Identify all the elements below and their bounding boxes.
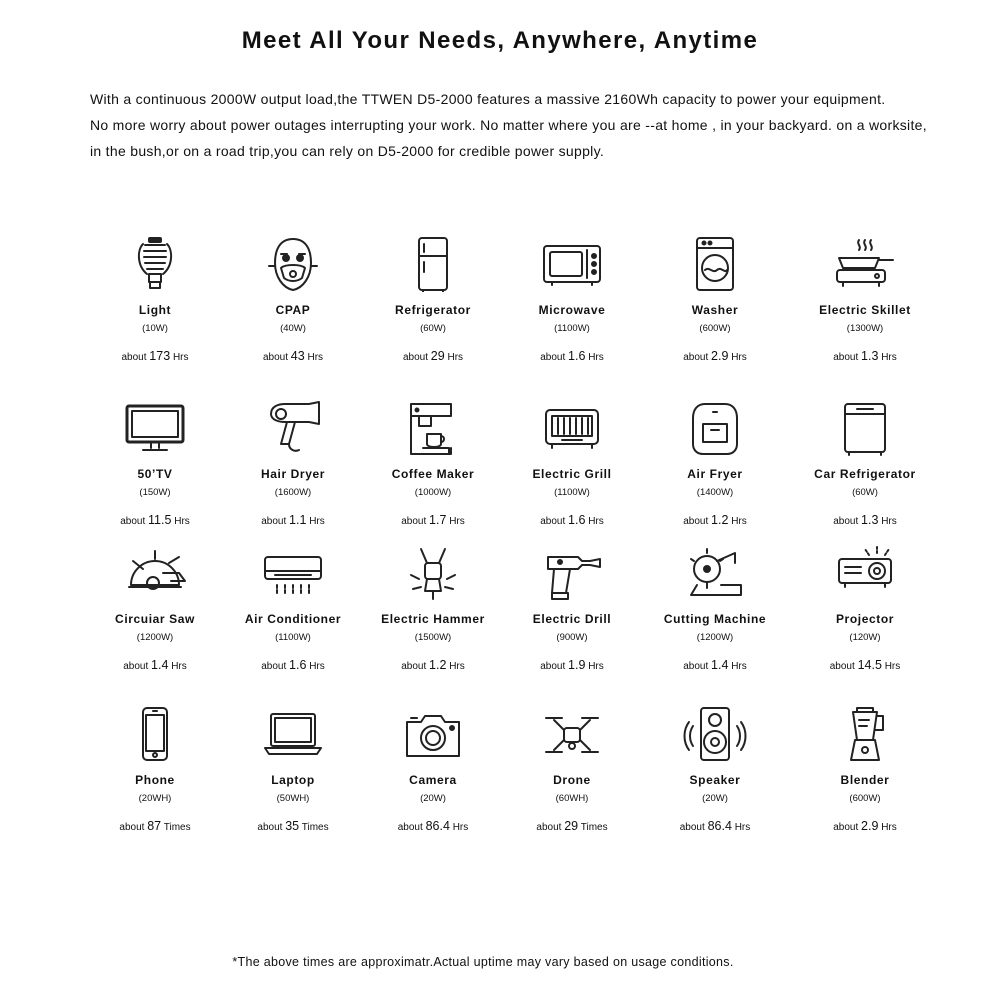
runtime-value: 2.9 (861, 819, 879, 833)
runtime-prefix: about (397, 822, 423, 833)
intro-line: in the bush,or on a road trip,you can rely on D5-2000 for credible power supply. (90, 143, 605, 159)
appliance-name: Projector (835, 612, 895, 626)
runtime-prefix: about (121, 352, 147, 363)
runtime-value: 11.5 (148, 513, 172, 527)
appliance-wattage: (60W) (420, 323, 446, 334)
runtime-prefix: about (540, 516, 566, 527)
runtime-value: 29 (430, 349, 445, 363)
runtime-value: 1.2 (429, 658, 447, 672)
appliance-card (790, 706, 940, 834)
appliance-name: Speaker (689, 773, 741, 787)
appliance-card (80, 545, 230, 673)
runtime-value: 43 (290, 349, 305, 363)
appliance-wattage: (1100W) (275, 632, 311, 643)
runtime-unit: Hrs (731, 352, 747, 363)
appliance-wattage: (60WH) (555, 793, 589, 804)
appliance-wattage: (10W) (142, 323, 168, 334)
runtime-value: 29 (564, 819, 579, 833)
appliance-name: Camera (409, 773, 457, 787)
runtime-prefix: about (123, 661, 149, 672)
runtime-estimate (80, 348, 230, 364)
appliance-card (497, 545, 647, 673)
runtime-prefix: about (679, 822, 705, 833)
runtime-estimate (218, 657, 368, 673)
appliance-name: Coffee Maker (391, 467, 475, 481)
refrigerator-icon (401, 236, 465, 292)
runtime-unit: Hrs (588, 516, 604, 527)
page-title: Meet All Your Needs, Anywhere, Anytime (241, 27, 759, 54)
runtime-estimate (640, 512, 790, 528)
runtime-estimate (80, 512, 230, 528)
runtime-unit: Hrs (449, 516, 465, 527)
projector-icon (833, 545, 897, 601)
runtime-value: 1.7 (429, 513, 447, 527)
runtime-unit: Hrs (172, 352, 189, 363)
electric-skillet-icon (833, 236, 897, 292)
runtime-prefix: about (833, 822, 859, 833)
runtime-unit: Hrs (309, 516, 325, 527)
phone-icon (123, 706, 187, 762)
appliance-card (640, 706, 790, 834)
appliance-card (218, 706, 368, 834)
runtime-unit: Hrs (449, 661, 465, 672)
appliance-card (358, 706, 508, 834)
runtime-value: 35 (285, 819, 300, 833)
appliance-name: Drone (553, 773, 591, 787)
appliance-card (790, 236, 940, 364)
appliance-name: Electric Skillet (819, 303, 911, 317)
runtime-prefix: about (262, 352, 288, 363)
appliance-wattage: (1100W) (554, 487, 590, 498)
runtime-unit: Hrs (309, 661, 325, 672)
appliance-name: Hair Dryer (260, 467, 326, 481)
runtime-unit: Times (580, 822, 608, 833)
appliance-wattage: (1000W) (414, 487, 452, 498)
coffee-maker-icon (401, 400, 465, 456)
appliance-name: Car Refrigerator (814, 467, 916, 481)
runtime-value: 1.3 (861, 513, 879, 527)
appliance-wattage: (20WH) (138, 793, 172, 804)
runtime-estimate (218, 818, 368, 834)
appliance-card (218, 545, 368, 673)
runtime-value: 86.4 (707, 819, 732, 833)
appliance-wattage: (20W) (420, 793, 446, 804)
appliance-card (218, 400, 368, 528)
runtime-estimate (790, 348, 940, 364)
appliance-name: Air Conditioner (244, 612, 342, 626)
runtime-value: 1.6 (568, 349, 586, 363)
appliance-card (640, 236, 790, 364)
runtime-estimate (497, 657, 647, 673)
appliance-wattage: (1400W) (696, 487, 734, 498)
appliance-name: Refrigerator (395, 303, 471, 317)
runtime-unit: Times (301, 822, 329, 833)
electric-drill-icon (540, 545, 604, 601)
drone-icon (540, 706, 604, 762)
appliance-card (358, 545, 508, 673)
runtime-prefix: about (261, 661, 287, 672)
runtime-estimate (218, 512, 368, 528)
appliance-wattage: (20W) (702, 793, 728, 804)
runtime-prefix: about (119, 822, 145, 833)
appliance-wattage: (60W) (852, 487, 878, 498)
appliance-card (790, 545, 940, 673)
runtime-unit: Hrs (881, 516, 897, 527)
hair-dryer-icon (261, 400, 325, 456)
appliance-name: 50’TV (137, 467, 173, 481)
appliance-card (640, 545, 790, 673)
runtime-unit: Hrs (447, 352, 464, 363)
runtime-estimate (790, 818, 940, 834)
runtime-value: 1.6 (289, 658, 307, 672)
runtime-estimate (790, 512, 940, 528)
runtime-value: 1.1 (289, 513, 307, 527)
runtime-prefix: about (540, 352, 566, 363)
runtime-unit: Hrs (731, 661, 747, 672)
runtime-unit: Hrs (884, 661, 901, 672)
appliance-card (80, 400, 230, 528)
runtime-prefix: about (829, 661, 855, 672)
runtime-unit: Hrs (588, 352, 604, 363)
electric-grill-icon (540, 400, 604, 456)
runtime-estimate (358, 657, 508, 673)
appliance-name: Blender (840, 773, 890, 787)
appliance-name: Electric Drill (532, 612, 612, 626)
electric-hammer-icon (401, 545, 465, 601)
blender-icon (833, 706, 897, 762)
runtime-prefix: about (540, 661, 566, 672)
intro-line: With a continuous 2000W output load,the TTWEN D5-2000 features a massive 2160Wh capacity to power your equipment. (90, 91, 886, 107)
appliance-name: Washer (691, 303, 739, 317)
runtime-prefix: about (402, 352, 428, 363)
runtime-prefix: about (683, 661, 709, 672)
intro-text (90, 86, 970, 164)
appliance-card (497, 706, 647, 834)
runtime-unit: Hrs (171, 661, 187, 672)
runtime-estimate (497, 348, 647, 364)
appliance-wattage: (600W) (699, 323, 731, 334)
runtime-value: 173 (149, 349, 171, 363)
runtime-unit: Times (163, 822, 191, 833)
runtime-value: 1.4 (151, 658, 169, 672)
car-refrigerator-icon (833, 400, 897, 456)
runtime-estimate (80, 818, 230, 834)
runtime-prefix: about (683, 352, 709, 363)
runtime-estimate (640, 657, 790, 673)
runtime-estimate (497, 512, 647, 528)
speaker-icon (683, 706, 747, 762)
runtime-value: 86.4 (425, 819, 450, 833)
appliance-name: Circuiar Saw (115, 612, 195, 626)
appliance-name: Laptop (271, 773, 315, 787)
runtime-prefix: about (120, 516, 146, 527)
appliance-wattage: (50WH) (276, 793, 310, 804)
camera-icon (401, 706, 465, 762)
runtime-unit: Hrs (881, 822, 897, 833)
appliance-card (218, 236, 368, 364)
runtime-prefix: about (683, 516, 709, 527)
runtime-prefix: about (401, 516, 427, 527)
appliance-wattage: (600W) (849, 793, 881, 804)
runtime-value: 14.5 (857, 658, 882, 672)
runtime-estimate (358, 818, 508, 834)
air-fryer-icon (683, 400, 747, 456)
appliance-card (790, 400, 940, 528)
runtime-estimate (358, 348, 508, 364)
appliance-wattage: (1500W) (414, 632, 452, 643)
intro-line: No more worry about power outages interrupting your work. No matter where you are --at home , in your backyard. on a worksite, (90, 117, 927, 133)
runtime-estimate (358, 512, 508, 528)
runtime-unit: Hrs (452, 822, 469, 833)
appliance-card (358, 236, 508, 364)
runtime-value: 1.2 (711, 513, 729, 527)
appliance-card (358, 400, 508, 528)
air-conditioner-icon (261, 545, 325, 601)
microwave-icon (540, 236, 604, 292)
runtime-unit: Hrs (307, 352, 324, 363)
runtime-unit: Hrs (174, 516, 190, 527)
runtime-prefix: about (401, 661, 427, 672)
runtime-value: 1.9 (568, 658, 586, 672)
appliance-card (80, 706, 230, 834)
runtime-unit: Hrs (734, 822, 751, 833)
runtime-unit: Hrs (588, 661, 604, 672)
footnote: *The above times are approximatr.Actual uptime may vary based on usage conditions. (232, 955, 734, 969)
appliance-name: Cutting Machine (663, 612, 767, 626)
appliance-name: Air Fryer (687, 467, 743, 481)
runtime-value: 2.9 (711, 349, 729, 363)
appliance-card (80, 236, 230, 364)
runtime-prefix: about (833, 516, 859, 527)
appliance-name: Phone (135, 773, 175, 787)
cpap-mask-icon (261, 236, 325, 292)
washer-icon (683, 236, 747, 292)
circular-saw-icon (123, 545, 187, 601)
appliance-wattage: (1300W) (846, 323, 884, 334)
runtime-estimate (497, 818, 647, 834)
appliance-name: CPAP (275, 303, 311, 317)
light-bulb-icon (123, 236, 187, 292)
runtime-value: 1.4 (711, 658, 729, 672)
runtime-unit: Hrs (881, 352, 897, 363)
runtime-estimate (640, 818, 790, 834)
appliance-wattage: (1600W) (274, 487, 312, 498)
runtime-estimate (790, 657, 940, 673)
runtime-estimate (80, 657, 230, 673)
runtime-estimate (218, 348, 368, 364)
appliance-card (497, 400, 647, 528)
cutting-machine-icon (683, 545, 747, 601)
runtime-unit: Hrs (731, 516, 747, 527)
runtime-prefix: about (536, 822, 562, 833)
runtime-value: 1.3 (861, 349, 879, 363)
appliance-wattage: (150W) (139, 487, 171, 498)
appliance-wattage: (1100W) (554, 323, 590, 334)
appliance-wattage: (120W) (849, 632, 881, 643)
appliance-name: Microwave (538, 303, 606, 317)
tv-icon (123, 400, 187, 456)
runtime-prefix: about (833, 352, 859, 363)
appliance-name: Electric Hammer (381, 612, 485, 626)
appliance-wattage: (40W) (280, 323, 306, 334)
appliance-card (640, 400, 790, 528)
runtime-prefix: about (261, 516, 287, 527)
runtime-prefix: about (257, 822, 283, 833)
appliance-wattage: (1200W) (696, 632, 734, 643)
appliance-card (497, 236, 647, 364)
runtime-value: 1.6 (568, 513, 586, 527)
runtime-value: 87 (147, 819, 162, 833)
laptop-icon (261, 706, 325, 762)
runtime-estimate (640, 348, 790, 364)
appliance-name: Electric Grill (532, 467, 612, 481)
appliance-name: Light (138, 303, 172, 317)
appliance-wattage: (1200W) (136, 632, 174, 643)
appliance-wattage: (900W) (556, 632, 588, 643)
